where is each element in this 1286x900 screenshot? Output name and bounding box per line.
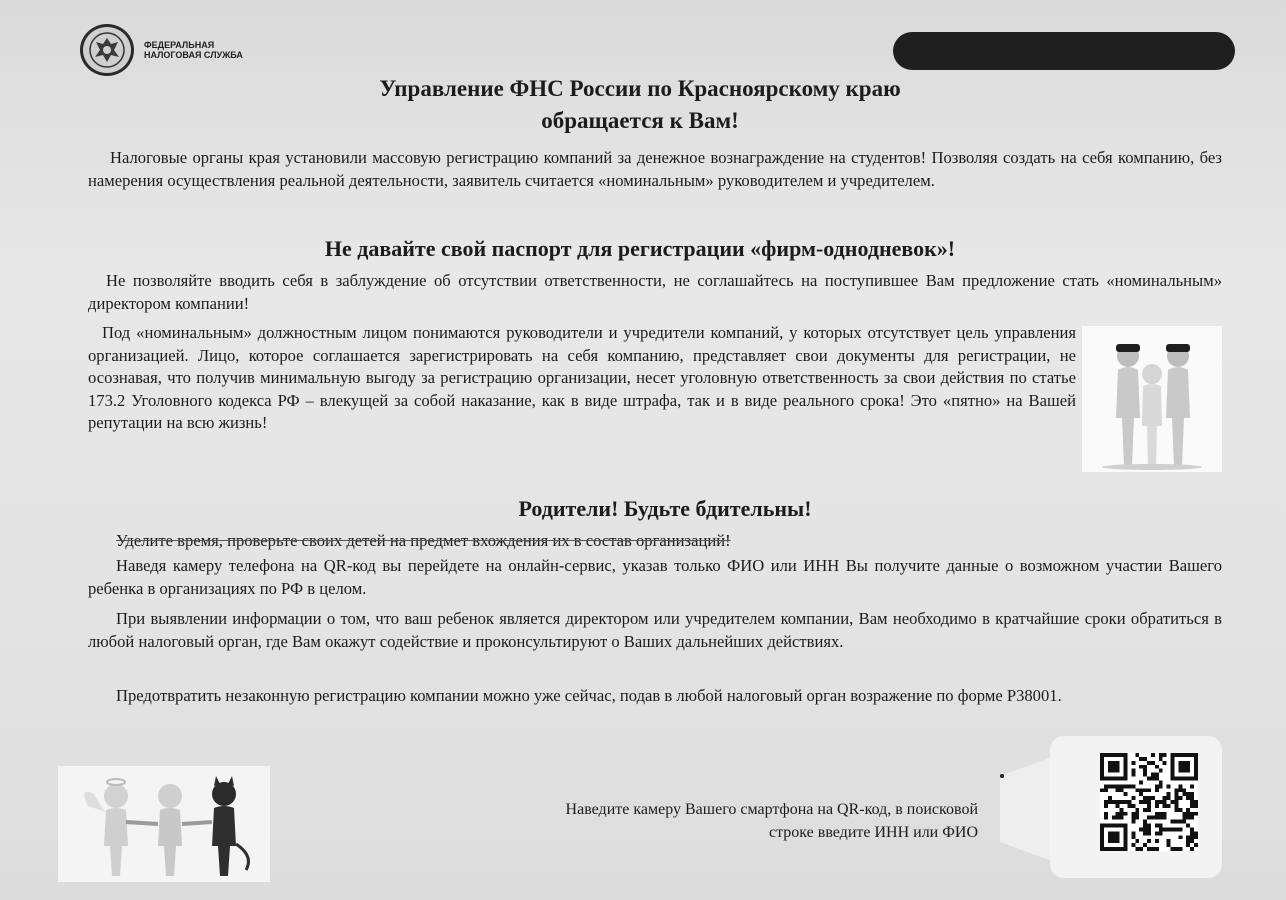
section2-paragraph2: Наведя камеру телефона на QR-код вы перейдете на онлайн-сервис, указав только ФИО или ИНН Вы получите данные о возможном участии Вашего ребенка в организациях по РФ в целом. — [88, 556, 1222, 598]
qr-code-icon[interactable] — [1100, 753, 1198, 851]
section2-paragraph1-wrap — [88, 530, 1222, 553]
section2-paragraph3: При выявлении информации о том, что ваш ребенок является директором или учредителем компании, Вам необходимо в кратчайшие сроки обратиться в любой налоговый орган, где Вам окажут содействие и проконсультируют о Ваших дальнейших действиях. — [88, 609, 1222, 651]
section2-paragraph1: Уделите время, проверьте своих детей на предмет вхождения их в состав организаций! — [116, 531, 731, 550]
section1-paragraph2: Под «номинальным» должностным лицом понимаются руководители и учредители компаний, у которых отсутствует цель управления организацией. Лицо, которое соглашается зарегистрировать на себя компанию, представляет свои документы для регистрации, не осознавая, что получив минимальную выгоду за регистрацию организации, несет уголовную ответственность за свои действия по статье 173.2 Уголовного кодекса РФ – влекущей за собой наказание, как в виде штрафа, так и в виде реального срока! Это «пятно» на Вашей репутации на всю жизнь! — [88, 323, 1076, 432]
card-dot — [1000, 774, 1004, 778]
redacted-stamp-bar — [893, 32, 1235, 70]
section1-paragraph1: Не позволяйте вводить себя в заблуждение об отсутствии ответственности, не соглашайтесь на поступившее Вам предложение стать «номинальным» директором компании! — [88, 271, 1222, 313]
section2-heading: Родители! Будьте бдительны! — [518, 496, 812, 521]
page-title-line1: Управление ФНС России по Красноярскому краю — [379, 76, 901, 101]
logo-text: ФЕДЕРАЛЬНАЯ НАЛОГОВАЯ СЛУЖБА — [144, 40, 243, 60]
section2-paragraph4: Предотвратить незаконную регистрацию компании можно уже сейчас, подав в любой налоговый орган возражение по форме Р38001. — [116, 686, 1062, 705]
section1-heading: Не давайте свой паспорт для регистрации «фирм-однодневок»! — [324, 236, 956, 261]
russian-eagle-emblem-icon — [80, 24, 134, 76]
angel-devil-figures-image — [58, 766, 270, 882]
fns-logo — [80, 24, 243, 76]
page-title-line2: обращается к Вам! — [541, 108, 739, 133]
intro-paragraph: Налоговые органы края установили массовую регистрацию компаний за денежное вознаграждение на студентов! Позволяя создать на себя компанию, без намерения осуществления реальной деятельности, заявитель считается «номинальным» руководителем и учредителем. — [88, 148, 1222, 190]
qr-caption: Наведите камеру Вашего смартфона на QR-код, в поисковой строке введите ИНН или ФИО — [565, 801, 978, 841]
police-figures-image — [1082, 326, 1222, 472]
